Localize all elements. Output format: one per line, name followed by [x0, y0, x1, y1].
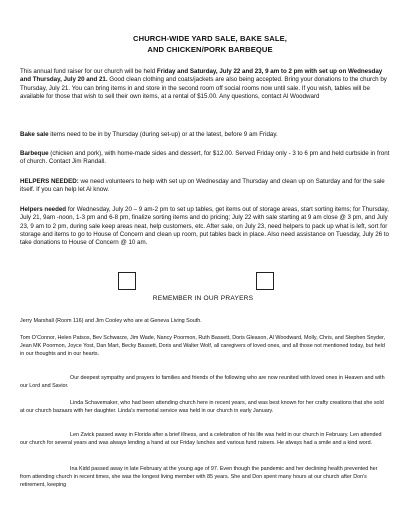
helpers-needed-text: we need volunteers to help with set up on Wednesday and Thursday and clean up on Saturday and for the sale itself. If you can help let Al know.: [20, 178, 385, 194]
helpers-needed-lead: HELPERS NEEDED:: [20, 178, 79, 185]
sympathy-paragraph: Our deepest sympathy and prayers to families and friends of the following who are now reunited with loved ones in Heaven and with our Lord and Savior.: [20, 375, 385, 389]
right-box: [256, 272, 274, 290]
barbeque-paragraph: [20, 150, 390, 167]
intro-paragraph: [20, 68, 390, 101]
title-line-2: AND CHICKEN/PORK BARBEQUE: [147, 44, 273, 54]
bake-sale-text: items need to be in by Thursday (during set-up) or at the latest, before 9 am Friday.: [48, 131, 278, 138]
bake-sale-paragraph: [20, 131, 390, 139]
intro-text-b: Good clean clothing and coats/jackets are also being accepted. Bring your donations to the church by Thursday, July 21. You can bring items in and store in the second room off social rooms now until sale. If you wish, tables will be available for those that wish to sell their own items, at a rental of $15.00. Any questions, contact Al Woodward: [20, 76, 387, 100]
barbeque-text: (chicken and pork), with home-made sides and dessert, for $12.00. Served Friday only - 3 to 6 pm and held curbside in front of church. Contact Jim Randall.: [20, 150, 390, 166]
memorial-linda: Linda Schavemaker, who had been attending church here in recent years, and was best known for her crafty creations that she sold at our church bazaars with her daughter. Linda’s memorial service was held in our church in early January.: [20, 400, 384, 414]
page-title: [60, 34, 360, 55]
left-box: [118, 272, 136, 290]
prayers-line-1: Jerry Marshall (Room 116) and Jim Cooley who are at Geneva Living South.: [20, 318, 202, 324]
prayers-names: Tom O’Connor, Helen Patsos, Bev Schwarze, Jim Wade, Nancy Poormon, Ruth Bassett, Doris Gleason, Al Woodward, Molly, Chris, and Stephen Snyder, Jean MK Poormon, Joyce Yost, Dan Mart, Becky Bassett, Doris and Walter Wolf, all caregivers of loved ones, and all those not mentioned today, but held in our thoughts and in our hearts.: [20, 335, 386, 357]
divider-boxes: [0, 272, 406, 294]
memorial-len: Len Zwick passed away in Florida after a brief illness, and a celebration of his life was held in our church in February. Len attended our church for several years and was always lending a hand at our Friday lunches and various fund raisers. He always had a smile and a kind word.: [20, 432, 382, 446]
bake-sale-lead: Bake sale: [20, 131, 49, 138]
title-line-1: CHURCH-WIDE YARD SALE, BAKE SALE,: [133, 34, 287, 43]
helpers-schedule-lead: Helpers needed: [20, 206, 67, 213]
barbeque-lead: Barbeque: [20, 150, 49, 157]
intro-text-a: This annual fund raiser for our church will be held: [20, 68, 157, 75]
helpers-needed-paragraph: [20, 178, 390, 195]
prayers-heading: REMEMBER IN OUR PRAYERS: [152, 295, 254, 302]
helpers-schedule-text: for Wednesday, July 20 – 9 am-2 pm to set up tables, get items out of storage areas, start sorting items; for Thursday, July 21, 9am -noon, 1-3 pm and 6-8 pm, finalize sorting items and do pricing; July 22 with sale starting at 9 am close @ 3 pm, and July 23, 9 am to 2 pm, during sale keep areas neat, help customers, etc. After sale, on July 23, need helpers to pack up what is left, sort for storage and items to go to House of Concern and clean up room, put tables back in place. Also need assistance on Tuesday, July 26 to take donations to House of Concern @ 10 am.: [20, 206, 389, 247]
intro-dates: Friday and Saturday, July 22 and 23, 9 am to 2 pm with set up on Wednesday and Thursday, July 20 and 21.: [20, 68, 383, 84]
helpers-schedule-paragraph: [20, 206, 390, 247]
memorial-ina: Ina Kidd passed away in late February at the young age of 97. Even though the pandemic and her declining health prevented her from attending church in recent times, she was the longest living member with 85 years. She and Don spent many hours at our church after Don’s retirement, keeping: [20, 466, 378, 488]
